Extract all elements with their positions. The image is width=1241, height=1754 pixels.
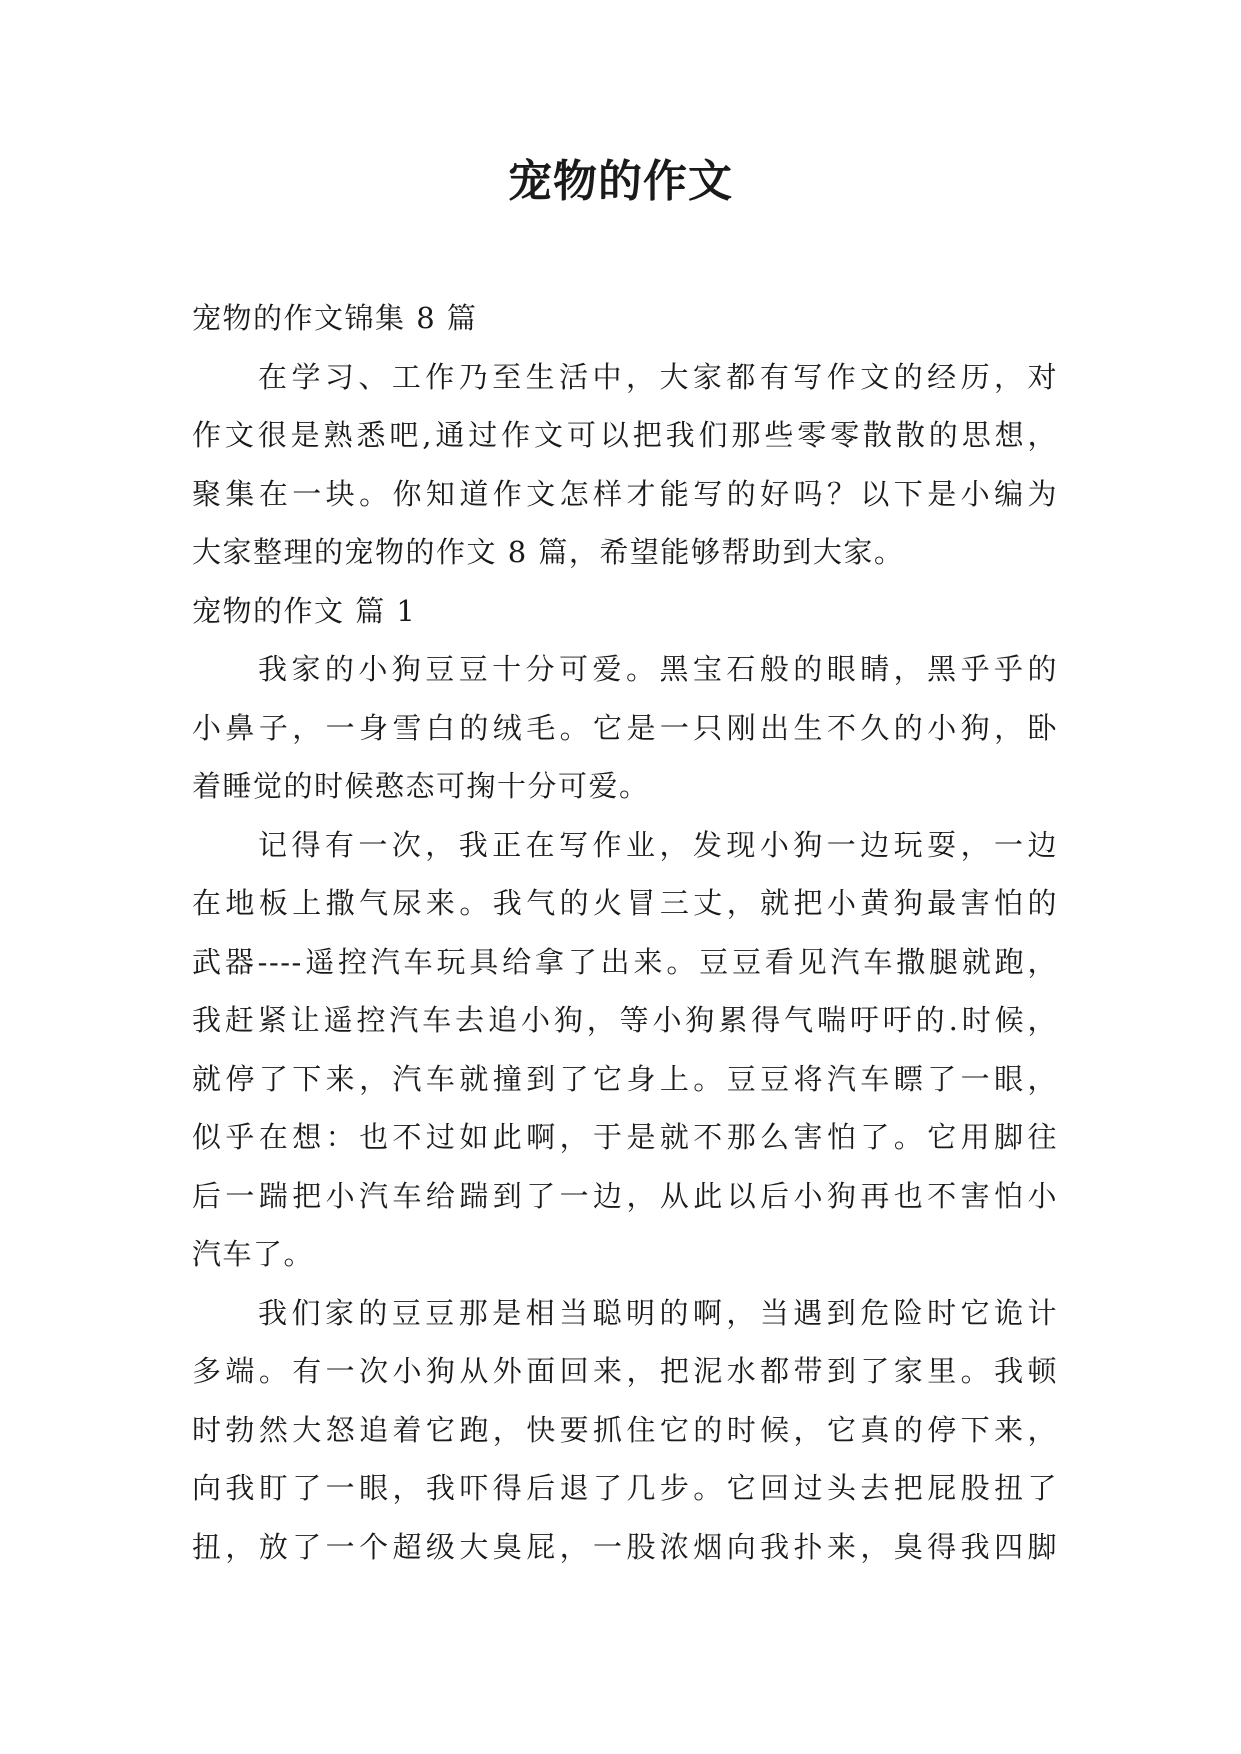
text-line: 我赶紧让遥控汽车去追小狗，等小狗累得气喘吁吁的.时候， — [192, 1003, 1058, 1037]
text-line: 扭，放了一个超级大臭屁，一股浓烟向我扑来，臭得我四脚 — [192, 1529, 1058, 1564]
text-line: 武器----遥控汽车玩具给拿了出来。豆豆看见汽车撒腿就跑， — [192, 944, 1058, 979]
intro-paragraph — [192, 348, 1058, 582]
text-line: 向我盯了一眼，我吓得后退了几步。它回过头去把屁股扭了 — [192, 1471, 1058, 1505]
paragraph — [192, 1284, 1058, 1577]
text-line: 后一踹把小汽车给踹到了一边，从此以后小狗再也不害怕小 — [192, 1178, 1058, 1213]
text-line: 我们家的豆豆那是相当聪明的啊，当遇到危险时它诡计 — [258, 1295, 1058, 1330]
text-line: 小鼻子，一身雪白的绒毛。它是一只刚出生不久的小狗，卧 — [192, 710, 1058, 745]
text-line: 在学习、工作乃至生活中，大家都有写作文的经历，对 — [258, 359, 1058, 394]
text-line: 聚集在一块。你知道作文怎样才能写的好吗？以下是小编为 — [192, 476, 1058, 511]
text-line: 就停了下来，汽车就撞到了它身上。豆豆将汽车瞟了一眼， — [192, 1061, 1058, 1096]
text-line: 记得有一次，我正在写作业，发现小狗一边玩耍，一边 — [258, 827, 1058, 862]
document-body — [192, 289, 1058, 1576]
text-line: 在地板上撒气尿来。我气的火冒三丈，就把小黄狗最害怕的 — [192, 886, 1058, 920]
text-line: 多端。有一次小狗从外面回来，把泥水都带到了家里。我顿 — [192, 1354, 1058, 1388]
text-line: 似乎在想：也不过如此啊，于是就不那么害怕了。它用脚往 — [192, 1120, 1058, 1154]
text-line: 大家整理的宠物的作文 8 篇，希望能够帮助到大家。 — [192, 535, 905, 569]
text-line: 我家的小狗豆豆十分可爱。黑宝石般的眼睛，黑乎乎的 — [258, 652, 1058, 686]
text-line: 汽车了。 — [192, 1237, 315, 1271]
text-line: 时勃然大怒追着它跑，快要抓住它的时候，它真的停下来， — [192, 1412, 1058, 1447]
section-heading: 宠物的作文 篇 1 — [192, 593, 417, 628]
paragraph — [192, 640, 1058, 816]
text-line: 着睡觉的时候憨态可掬十分可爱。 — [192, 769, 650, 803]
document-title: 宠物的作文 — [508, 156, 733, 207]
text-line: 作文很是熟悉吧,通过作文可以把我们那些零零散散的思想， — [192, 418, 1058, 452]
document-subtitle: 宠物的作文锦集 8 篇 — [192, 301, 478, 335]
paragraph — [192, 816, 1058, 1284]
